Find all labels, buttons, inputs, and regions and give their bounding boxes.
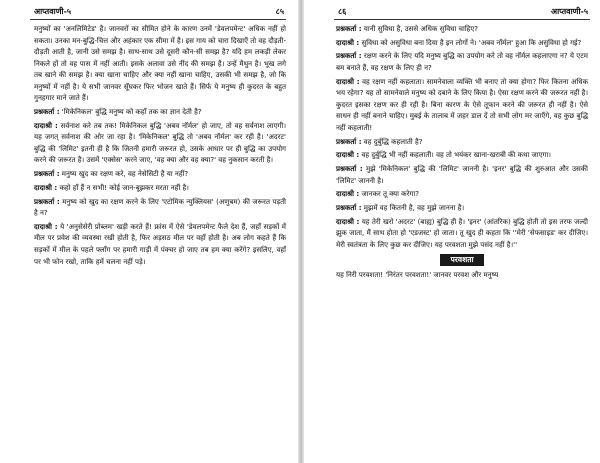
- speaker-label: दादाश्री :: [336, 37, 360, 47]
- left-header-rule: [30, 19, 286, 20]
- paragraph: [34, 221, 286, 267]
- paragraph-text: वह दुर्बुद्धि कहलाती है?: [363, 136, 423, 146]
- speaker-label: प्रश्नकर्ता :: [336, 51, 362, 61]
- paragraph: [34, 168, 286, 180]
- speaker-label: प्रश्नकर्ता :: [34, 196, 60, 206]
- right-page-number: ८६: [338, 7, 347, 16]
- paragraph-text: यानी सुविधा है, उससे अधिक सुविधा चाहिए?: [363, 24, 479, 33]
- paragraph-text: सर्वनाश करे तब तक! मिकेनिकल बुद्धि 'अबव नॉर्मल' हो जाए, तो वह सर्वनाश लाएगी। यह जगत् सर्वनाश की ओर जा रहा है। 'मिकेनिकल' बुद्धि तो 'अबव नॉर्मल' कर रही है। 'अदरट' बुद्धि की 'लिमिट' इतनी ही है कि जितनी हमारी जरूरत हो, उसके आधार पर ही बुद्धि का उपयोग करने की जरूरत है। उसमें 'एक्सेस' करने जाए, 'वह क्या और वह क्या?' वह नुकसान करती है।: [34, 120, 286, 165]
- section-heading: [336, 254, 588, 266]
- speaker-label: दादाश्री :: [336, 76, 360, 86]
- paragraph: [336, 202, 588, 214]
- paragraph: [34, 120, 286, 166]
- left-header-title: आप्तवाणी-५: [34, 7, 72, 16]
- paragraph: [34, 196, 286, 219]
- paragraph: [336, 50, 588, 73]
- paragraph: [336, 149, 588, 161]
- paragraph-text: 'मिकेनिकल' बुद्धि मनुष्य को कहाँ तक का ज्ञान देती है?: [61, 107, 202, 117]
- left-page-number: ८५: [275, 7, 284, 16]
- paragraph: [34, 23, 286, 104]
- paragraph: [34, 106, 286, 118]
- paragraph: [336, 136, 588, 148]
- paragraph-text: यह निरी परवशता! 'निरंतर परवशता!' जानवर परवश और मनुष्य: [336, 269, 499, 279]
- paragraph-text: कहो हाँ हैं न सभी! कोई जान-बूझकर मरता नहीं है।: [59, 182, 189, 192]
- speaker-label: प्रश्नकर्ता :: [336, 24, 362, 33]
- paragraph-text: मनुष्य को खुद का रक्षण करने के लिए 'एटोमिक न्युक्लियस' (अणुबम) की जरूरत पड़ती है न?: [34, 196, 286, 218]
- paragraph: [336, 188, 588, 200]
- paragraph-text: मनुष्य खुद का रक्षण करे, वह नेसेसिटी है या नहीं?: [61, 169, 189, 179]
- paragraph: [34, 182, 286, 194]
- speaker-label: दादाश्री :: [34, 182, 58, 192]
- right-body: [336, 23, 588, 463]
- paragraph-text: रक्षण करने के लिए यदि मनुष्य बुद्धि का उपयोग करे तो वह नॉर्मल कहलाएगा न? ये एटम बम बनाते हैं, वह रक्षण के लिए ही न?: [336, 51, 588, 73]
- paragraph-text: मुझमें वह कितनी है, वह मुझे जानना है।: [363, 203, 465, 213]
- left-page: [0, 0, 298, 463]
- paragraph-text: वह रक्षण नहीं कहलाता। सामनेवाला व्यक्ति भी बनाए तो क्या होगा? फिर कितना अधिक भय रहेगा? यह तो सामनेवाले मनुष्य को दबाने के लिए किया है। ऐसा रक्षण करने की जरूरत नहीं है। कुदरत इसका रक्षण कर ही रही है। बिना कारण के ऐसे तूफान करने की जरूरत ही नहीं है। ऐसे साधन ही नहीं बनाने चाहिए। मुबई के तालाब में जहर डाल दें तो सभी लोग मर जाएँगे, वह कुछ बुद्धि नहीं कहलाती!: [336, 76, 588, 132]
- paragraph-text: ये 'अनुसेसेरी प्रोब्लम' खड़ी करते हैं! फ्रांस में ऐसे 'डेवलपमेन्ट फैले देश हैं, जहाँ सड़कों में मील पर प्रवेश की व्यवस्था रखी होती है, फिर अड़सठ मील पर वहाँ होती है। अब लोग कहते हैं कि सड़कों में मील के पहले फ्लाँग पर हमारी गाड़ी में पंक्चर हो जाए तब हम क्या करेंगे? इसलिए, वहाँ पर भी फोन रखो, ताकि हमें चलना नहीं पड़े।: [34, 221, 286, 266]
- right-running-head: [304, 6, 600, 20]
- speaker-label: दादाश्री :: [34, 120, 58, 130]
- speaker-label: प्रश्नकर्ता :: [336, 164, 363, 174]
- paragraph: [336, 23, 588, 35]
- right-header-title: आप्तवाणी-५: [550, 7, 588, 16]
- speaker-label: प्रश्नकर्ता :: [336, 136, 362, 146]
- speaker-label: प्रश्नकर्ता :: [34, 169, 60, 179]
- speaker-label: प्रश्नकर्ता :: [336, 203, 362, 213]
- paragraph: [336, 216, 588, 251]
- paragraph-text: मुझे 'मिकेनिकल' बुद्धि की 'लिमिट' जाननी है। 'इनर' बुद्धि की शुरुआत और उसकी 'लिमिट' जाननी है।: [336, 164, 588, 185]
- section-heading-label: परवशता: [440, 254, 483, 266]
- paragraph-text: जानकर तू क्या करेगा?: [361, 189, 419, 199]
- paragraph-text: यह तेरी खरो 'अदरट' (बाह्य) बुद्धि ही है। 'इनर' (आंतरिक) बुद्धि होती तो इस तरफ जल्दी झुक जाता, मैं साथ होता हो 'एडजस्ट' हो जाता। तू खुद ही कहता कि ''मेरी 'सेफसाइड' कर दीजिए। मेरी स्वतंत्रता के लिए कुछ कर दीजिए। यह परवशता मुझे पसंद नहीं है।'': [336, 216, 588, 249]
- speaker-label: दादाश्री :: [336, 189, 360, 199]
- left-body: [34, 23, 286, 463]
- left-running-head: [0, 6, 298, 20]
- paragraph: [336, 76, 588, 134]
- right-header-rule: [334, 19, 590, 20]
- speaker-label: दादाश्री :: [336, 216, 360, 226]
- paragraph: [336, 269, 588, 281]
- paragraph: [336, 163, 588, 186]
- speaker-label: प्रश्नकर्ता :: [34, 107, 60, 117]
- right-page: [304, 0, 600, 463]
- paragraph-text: मनुष्यों का 'अनलिमिटेड' है। जानवरों का सीमित होने के कारण उनमें 'डेवलपमेन्ट' अधिक नहीं हो सकता। उनका मन-बुद्धि-चित्त और अहंकार एक सीमा में है। इस गाय को चारा दिखाएँ तो वह दौड़ती-दौड़ती आती है, जानी उसे समझ है। साथ-साथ उसे दूसरी कौन-सी समझ है? यदि हम लकड़ी लेकर निकले हों तो वह पास में नहीं आती। इसके अलावा उसे नींद की समझ है। उन्हें मैथुन है। भूख लगे तब खाने की समझ है। क्या खाना चाहिए और क्या नहीं खाना चाहिए, उसकी भी समझ है, जो कि मनुष्यों में नहीं है। ये सभी जानवर सूँघकर फिर भोजन खाते हैं। सिर्फ ये मनुष्य ही कुदरत के बहुत गुनहगार माने जाते हैं।: [34, 24, 286, 103]
- paragraph: [336, 37, 588, 49]
- speaker-label: दादाश्री :: [34, 221, 58, 231]
- paragraph-text: सुविधा को असुविधा बना दिया है इन लोगों ने। 'अबव नॉर्मल' हुआ कि असुविधा हो गई?: [361, 37, 582, 47]
- speaker-label: दादाश्री :: [336, 150, 360, 160]
- paragraph-text: वह दुर्बुद्धि भी नहीं कहलाती। वह तो भयंकर खाना-खराबी की कथा जाएगा।: [361, 150, 551, 160]
